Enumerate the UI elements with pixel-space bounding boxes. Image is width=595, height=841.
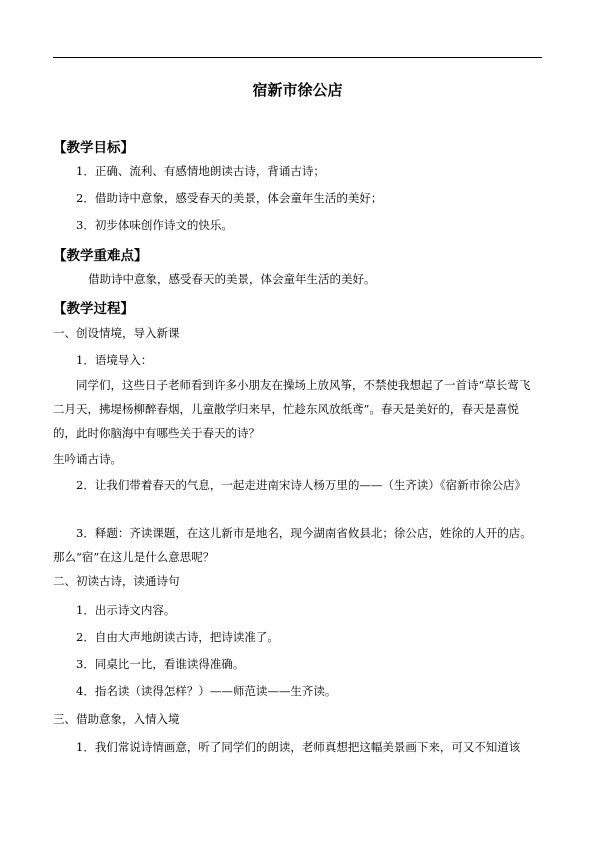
part2-item-1: 1．出示诗文内容。 [76,603,176,617]
part1-step1: 1．语境导入： [76,353,153,367]
process-heading: 【教学过程】 [53,301,134,317]
part1-recite: 生吟诵古诗。 [53,452,122,466]
part1-step3: 3．释题：齐读课题，在这儿新市是地名，现今湖南省攸县北；徐公店，姓徐的人开的店。那么“宿”在这儿是什么意思呢？ [53,526,532,564]
part2-item-3: 3．同桌比一比，看谁读得准确。 [76,657,245,671]
part3-title: 三、借助意象，入情入境 [53,712,180,726]
objective-item-1: 1．正确、流利、有感情地朗读古诗，背诵古诗； [76,164,325,178]
part3-step1: 1．我们常说诗情画意，听了同学们的朗读，老师真想把这幅美景画下来，可又不知道该 [76,740,521,754]
objective-item-3: 3．初步体味创作诗文的快乐。 [76,218,233,232]
header-rule [53,57,542,58]
part2-title: 二、初读古诗，读通诗句 [53,574,180,588]
key-points-text: 借助诗中意象，感受春天的美景，体会童年生活的美好。 [88,272,376,286]
page-title: 宿新市徐公店 [252,81,343,99]
part1-intro-paragraph: 同学们，这些日子老师看到许多小朋友在操场上放风筝，不禁使我想起了一首诗“草长莺飞二月天，拂堤杨柳醉春烟，儿童散学归来早，忙趁东风放纸鸢”。春天是美好的，春天是喜悦的，此时你脑海中有哪些关于春天的诗？ [53,378,531,440]
part1-title: 一、创设情境，导入新课 [53,326,180,340]
key-points-heading: 【教学重难点】 [53,248,148,264]
objective-item-2: 2．借助诗中意象，感受春天的美景，体会童年生活的美好； [76,191,383,205]
part2-item-2: 2．自由大声地朗读古诗，把诗读准了。 [76,630,279,644]
part2-item-4: 4．指名读（读得怎样？）——师范读——生齐读。 [76,684,337,698]
objectives-heading: 【教学目标】 [53,140,134,156]
part1-step2: 2．让我们带着春天的气息，一起走进南宋诗人杨万里的——（生齐读）《宿新市徐公店》 [76,478,527,492]
